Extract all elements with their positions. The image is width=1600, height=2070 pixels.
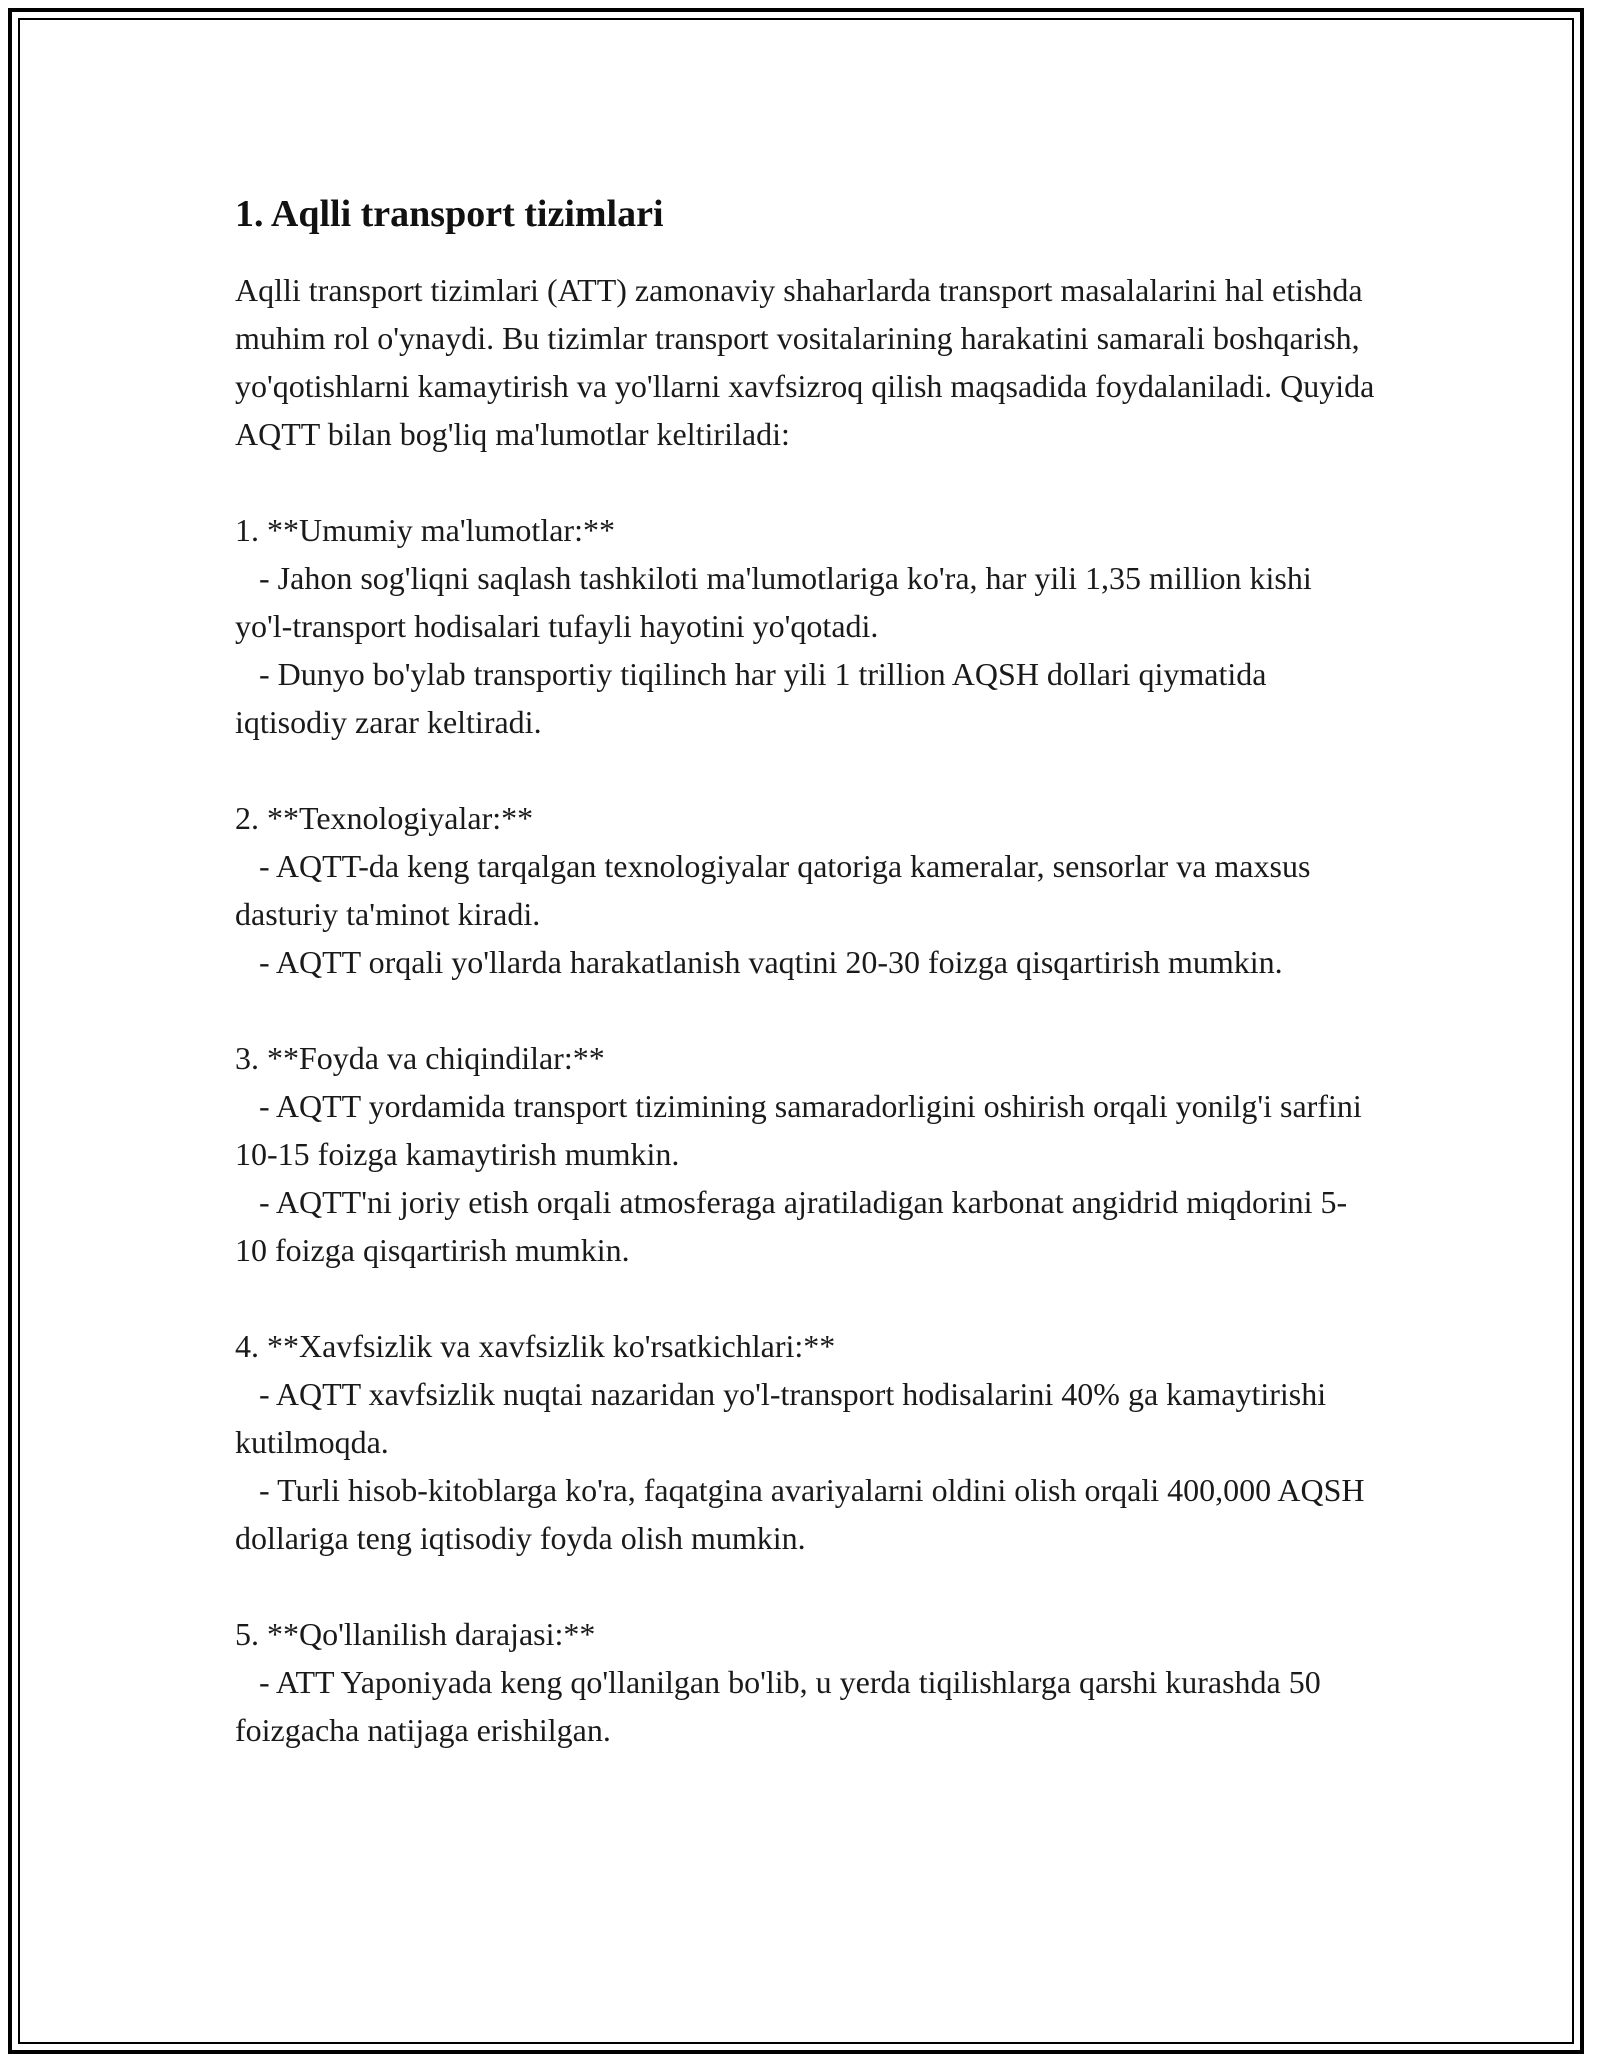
list-item: - ATT Yaponiyada keng qo'llanilgan bo'lib, u yerda tiqilishlarga qarshi kurashda 50 foizgacha natijaga erishilgan. (235, 1664, 1329, 1748)
list-item: - Turli hisob-kitoblarga ko'ra, faqatgina avariyalarni oldini olish orqali 400,000 AQSH dollariga teng iqtisodiy foyda olish mumkin. (235, 1472, 1373, 1556)
document-title: 1. Aqlli transport tizimlari (235, 193, 664, 235)
section-general-info (235, 506, 1375, 746)
intro-paragraph: Aqlli transport tizimlari (ATT) zamonaviy shaharlarda transport masalalarini hal etishda muhim rol o'ynaydi. Bu tizimlar transport vositalarining harakatini samarali boshqarish, yo'qotishlarni kamaytirish va yo'llarni xavfsizroq qilish maqsadida foydalaniladi. Quyida AQTT bilan bog'liq ma'lumotlar keltiriladi: (235, 272, 1375, 452)
section-technologies (235, 794, 1375, 986)
section-heading: 1. **Umumiy ma'lumotlar:** (235, 512, 615, 548)
list-item: - AQTT yordamida transport tizimining samaradorligini oshirish orqali yonilg'i sarfini 10-15 foizga kamaytirish mumkin. (235, 1088, 1370, 1172)
section-heading: 4. **Xavfsizlik va xavfsizlik ko'rsatkichlari:** (235, 1328, 836, 1364)
list-item: - AQTT xavfsizlik nuqtai nazaridan yo'l-transport hodisalarini 40% ga kamaytirishi kutilmoqda. (235, 1376, 1335, 1460)
section-heading: 3. **Foyda va chiqindilar:** (235, 1040, 605, 1076)
section-safety (235, 1322, 1375, 1562)
list-item: - Jahon sog'liqni saqlash tashkiloti ma'lumotlariga ko'ra, har yili 1,35 million kishi yo'l-transport hodisalari tufayli hayotini yo'qotadi. (235, 560, 1320, 644)
section-benefits-emissions (235, 1034, 1375, 1274)
section-heading: 2. **Texnologiyalar:** (235, 800, 534, 836)
section-heading: 5. **Qo'llanilish darajasi:** (235, 1616, 596, 1652)
document-body (235, 186, 1375, 1754)
list-item: - AQTT orqali yo'llarda harakatlanish vaqtini 20-30 foizga qisqartirish mumkin. (235, 944, 1283, 980)
list-item: - AQTT'ni joriy etish orqali atmosferaga ajratiladigan karbonat angidrid miqdorini 5-10 foizga qisqartirish mumkin. (235, 1184, 1348, 1268)
list-item: - Dunyo bo'ylab transportiy tiqilinch har yili 1 trillion AQSH dollari qiymatida iqtisodiy zarar keltiradi. (235, 656, 1275, 740)
list-item: - AQTT-da keng tarqalgan texnologiyalar qatoriga kameralar, sensorlar va maxsus dasturiy ta'minot kiradi. (235, 848, 1319, 932)
section-adoption (235, 1610, 1375, 1754)
